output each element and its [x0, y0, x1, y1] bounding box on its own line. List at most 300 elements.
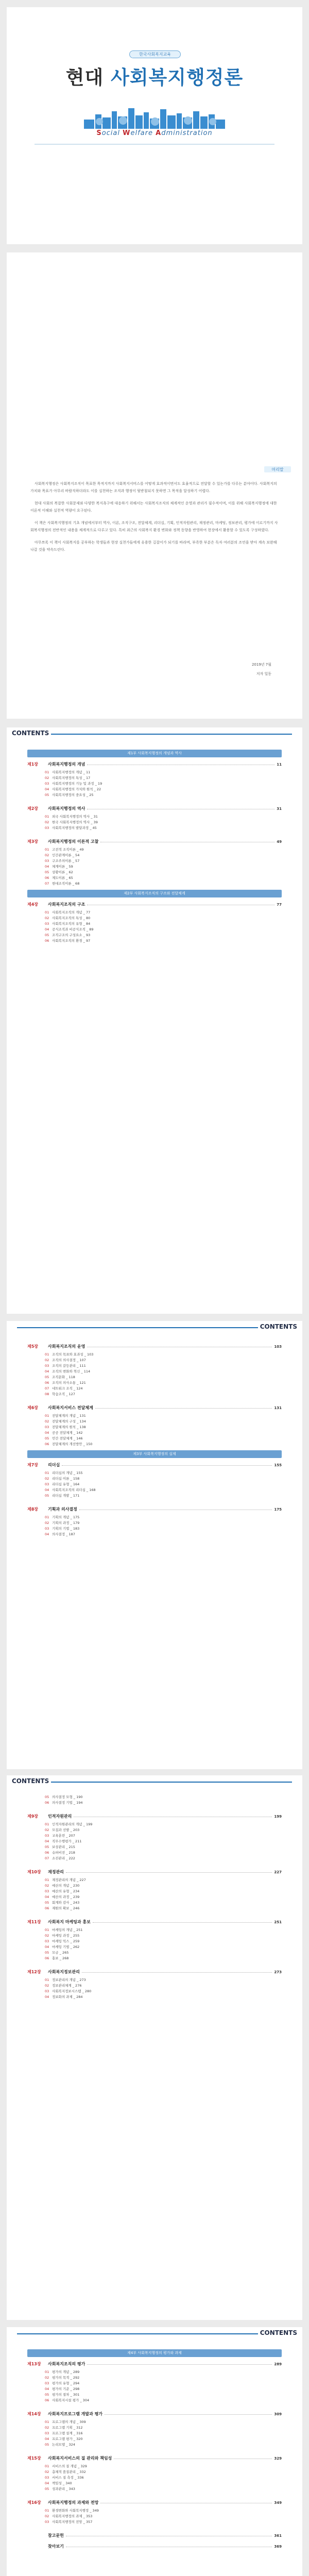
spacer [7, 2403, 302, 2407]
section-number: 02 [45, 2469, 49, 2474]
toc-page-1 [7, 727, 302, 1314]
section-title: 홍보 _ 268 [52, 1956, 69, 1960]
section-number: 04 [45, 787, 49, 791]
chapter-entry[interactable] [27, 2532, 282, 2539]
section-number: 04 [45, 2481, 49, 2485]
section-entry[interactable] [45, 1933, 282, 1938]
chapter-entry[interactable] [27, 1461, 282, 1469]
section-number: 01 [45, 1470, 49, 1475]
section-entry[interactable] [45, 2519, 282, 2524]
section-entry[interactable] [45, 2369, 282, 2375]
section-entry[interactable] [45, 2397, 282, 2403]
section-title: 예산의 유형 _ 234 [52, 1889, 80, 1893]
section-title: 책임성 _ 340 [52, 2481, 72, 2485]
section-title: 전달체계의 구성 _ 134 [52, 1419, 86, 1423]
section-entry[interactable] [45, 932, 282, 938]
section-entry[interactable] [45, 1526, 282, 1531]
section-title: 리더십의 개념 _ 155 [52, 1471, 83, 1475]
contents-label: CONTENTS [10, 1777, 51, 1785]
section-entry[interactable] [45, 1493, 282, 1498]
section-entry[interactable] [45, 2513, 282, 2519]
section-entry[interactable] [45, 921, 282, 926]
chapter-page: 349 [274, 2500, 282, 2505]
section-number: 03 [45, 1939, 49, 1943]
chapter-page: 155 [274, 1463, 282, 1467]
section-entry[interactable] [45, 792, 282, 798]
section-number: 01 [45, 770, 49, 774]
section-number: 01 [45, 2369, 49, 2374]
section-number: 01 [45, 2419, 49, 2424]
section-title: 조직의 의사소통 _ 121 [52, 1381, 86, 1385]
section-number: 01 [45, 1822, 49, 1826]
section-number: 01 [45, 1413, 49, 1418]
section-entry[interactable] [45, 2463, 282, 2469]
section-entry[interactable] [45, 1374, 282, 1380]
section-title: 사회복지행정의 특성 _ 17 [52, 776, 91, 780]
chapter-entry[interactable] [27, 1505, 282, 1513]
spacer [7, 1397, 302, 1401]
section-number: 04 [45, 927, 49, 931]
section-number: 03 [45, 2431, 49, 2435]
section-title: 슈퍼비전 _ 218 [52, 1851, 75, 1855]
chapter-number: 제14장 [27, 2412, 41, 2416]
section-title: 조직의 목표와 효과성 _ 103 [52, 1352, 94, 1357]
section-entry[interactable] [45, 1418, 282, 1424]
section-number: 03 [45, 1526, 49, 1531]
section-title: 상황이론 _ 62 [52, 870, 73, 874]
chapter-entry[interactable] [27, 838, 282, 845]
section-title: 사회복지행정의 가치와 원칙 _ 22 [52, 787, 101, 791]
title-plain: 현대 [65, 66, 104, 89]
part-heading: 제1부 사회복지행정의 개념과 역사 [27, 750, 282, 757]
leader-dots [66, 1872, 272, 1873]
chapter-title: 사회복지조직의 운영 [48, 1344, 85, 1349]
section-title: 직무수행평가 _ 211 [52, 1839, 82, 1843]
leader-dots [95, 1408, 272, 1409]
section-entry[interactable] [45, 2442, 282, 2447]
section-entry[interactable] [45, 781, 282, 786]
chapter-title: 사회복지조직의 구조 [48, 902, 85, 907]
section-number: 03 [45, 1833, 49, 1838]
section-entry[interactable] [45, 926, 282, 932]
section-number: 05 [45, 933, 49, 937]
section-title: 공식조직과 비공식조직 _ 89 [52, 927, 94, 931]
section-number: 01 [45, 910, 49, 914]
chapter-entry[interactable] [27, 2499, 282, 2506]
chapter-title: 사회복지정보관리 [48, 1970, 80, 1974]
section-entry[interactable] [45, 2436, 282, 2442]
section-number: 02 [45, 2425, 49, 2430]
section-entry[interactable] [45, 1994, 282, 1999]
toc-header [7, 727, 302, 743]
spacer [7, 1961, 302, 1965]
chapter-number: 제11장 [27, 1920, 41, 1924]
section-entry[interactable] [45, 1988, 282, 1994]
section-entry[interactable] [45, 1877, 282, 1883]
section-entry[interactable] [45, 2469, 282, 2475]
section-title: 민간 전달체계 _ 146 [52, 1436, 83, 1440]
section-title: 모집과 선발 _ 203 [52, 1828, 80, 1832]
preface-emblem-icon [264, 466, 291, 472]
contents-label: CONTENTS [10, 730, 51, 737]
section-title: 평가의 개념 _ 289 [52, 2370, 80, 2374]
leader-dots [74, 1816, 272, 1817]
section-number: 03 [45, 2381, 49, 2385]
section-entry[interactable] [45, 775, 282, 781]
section-title: 정보관리의 개념 _ 273 [52, 1978, 86, 1982]
section-entry[interactable] [45, 1368, 282, 1374]
toc-page-4 [7, 2327, 302, 2576]
chapter-title: 재정관리 [48, 1870, 64, 1874]
section-title: 공공 전달체계 _ 142 [52, 1431, 83, 1435]
section-title: 의사결정 모형 _ 190 [52, 1795, 83, 1799]
section-entry[interactable] [45, 1844, 282, 1850]
section-title: 현대조직이론 _ 68 [52, 882, 80, 886]
toc-header [7, 2327, 302, 2343]
leader-dots [82, 1972, 272, 1973]
section-number: 05 [45, 792, 49, 797]
section-entry[interactable] [45, 875, 282, 880]
section-title: 사회복지조직의 개념 _ 77 [52, 910, 91, 914]
section-entry[interactable] [45, 1385, 282, 1391]
section-entry[interactable] [45, 1435, 282, 1441]
section-number: 02 [45, 775, 49, 780]
section-title: 보상관리 _ 215 [52, 1845, 75, 1849]
section-entry[interactable] [45, 2392, 282, 2397]
section-entry[interactable] [45, 1955, 282, 1961]
chapter-entry[interactable] [27, 1968, 282, 1976]
section-entry[interactable] [45, 1514, 282, 1520]
preface-paragraph: 이 책은 사회복지행정의 기초 개념에서부터 역사, 이론, 조직구조, 전달체계, 리더십, 기획, 인적자원관리, 재정관리, 마케팅, 정보관리, 평가에 이르기까지 사회복지행정의 전반적인 내용을 체계적으로 다루고 있다. 특히 최근의 사회복지 환경 변화와 정책 동향을 반영하여 현장에서 활용할 수 있도록 구성하였다. [30, 521, 278, 532]
section-entry[interactable] [45, 1794, 282, 1800]
section-entry[interactable] [45, 1470, 282, 1476]
chapter-title: 사회복지프로그램 개발과 평가 [48, 2412, 103, 2416]
toc-list [7, 1340, 302, 1537]
chapter-number: 제2장 [27, 806, 39, 811]
section-title: 조직의 의사결정 _ 107 [52, 1358, 86, 1362]
section-number: 06 [45, 1442, 49, 1446]
part-heading: 제4부 사회복지행정의 평가와 과제 [27, 2349, 282, 2357]
section-entry[interactable] [45, 1441, 282, 1447]
section-title: 프로그램 설계 _ 316 [52, 2431, 83, 2435]
section-entry[interactable] [45, 1850, 282, 1855]
section-entry[interactable] [45, 2475, 282, 2480]
chapter-entry[interactable] [27, 1868, 282, 1876]
section-entry[interactable] [45, 1800, 282, 1805]
section-entry[interactable] [45, 915, 282, 921]
chapter-page: 227 [274, 1870, 282, 1874]
section-number: 01 [45, 814, 49, 819]
section-number: 02 [45, 1983, 49, 1988]
section-title: 평가의 유형 _ 294 [52, 2381, 80, 2385]
section-entry[interactable] [45, 2480, 282, 2486]
leader-dots [62, 1465, 272, 1466]
chapter-page: 369 [274, 2544, 282, 2549]
section-title: 소진관리 _ 222 [52, 1856, 75, 1860]
section-entry[interactable] [45, 2507, 282, 2513]
section-entry[interactable] [45, 1938, 282, 1944]
section-number: 04 [45, 2386, 49, 2391]
section-number: 04 [45, 1944, 49, 1949]
section-entry[interactable] [45, 1944, 282, 1950]
section-entry[interactable] [45, 1833, 282, 1838]
section-number: 04 [45, 1487, 49, 1492]
section-entry[interactable] [45, 1520, 282, 1526]
section-entry[interactable] [45, 1900, 282, 1905]
section-entry[interactable] [45, 1391, 282, 1397]
leader-dots [79, 1509, 272, 1510]
section-entry[interactable] [45, 786, 282, 792]
section-title: 재정관리의 개념 _ 227 [52, 1878, 86, 1882]
chapter-page: 49 [277, 839, 282, 844]
chapter-entry[interactable] [27, 1812, 282, 1820]
chapter-page: 289 [274, 2362, 282, 2366]
chapter-entry[interactable] [27, 1343, 282, 1350]
section-entry[interactable] [45, 1531, 282, 1537]
preface-paragraph: 현대 사회의 복잡한 사회문제와 다양한 복지욕구에 대응하기 위해서는 사회복지조직의 체계적인 운영과 관리가 필수적이며, 이를 위해 사회복지행정에 대한 이론적 이해와 실천적 역량이 요구된다. [30, 501, 277, 513]
spacer [7, 1911, 302, 1915]
section-number: 01 [45, 847, 49, 852]
chapter-entry[interactable] [27, 1404, 282, 1412]
section-title: 환경변화와 사회복지행정 _ 349 [52, 2509, 99, 2513]
chapter-entry[interactable] [27, 805, 282, 812]
chapter-number: 제4장 [27, 902, 39, 907]
section-number: 02 [45, 2375, 49, 2380]
chapter-title: 사회복지 마케팅과 홍보 [48, 1920, 91, 1924]
section-entry[interactable] [45, 769, 282, 775]
section-number: 06 [45, 1800, 49, 1805]
section-entry[interactable] [45, 2386, 282, 2392]
section-entry[interactable] [45, 846, 282, 852]
section-number: 03 [45, 1989, 49, 1993]
section-number: 03 [45, 1425, 49, 1429]
section-number: 05 [45, 1436, 49, 1440]
spacer [7, 1805, 302, 1809]
section-title: 인적자원관리의 개념 _ 199 [52, 1822, 93, 1826]
section-number: 05 [45, 1493, 49, 1498]
section-title: 전달체계의 원칙 _ 138 [52, 1425, 86, 1429]
section-number: 01 [45, 1977, 49, 1982]
chapter-entry[interactable] [27, 1918, 282, 1926]
leader-dots [100, 841, 274, 842]
chapter-entry[interactable] [27, 2454, 282, 2462]
section-title: 마케팅 믹스 _ 259 [52, 1939, 80, 1943]
section-number: 04 [45, 1430, 49, 1435]
section-entry[interactable] [45, 1838, 282, 1844]
section-title: 기획의 기법 _ 183 [52, 1527, 80, 1531]
section-number: 05 [45, 1844, 49, 1849]
contents-label: CONTENTS [258, 1323, 299, 1330]
section-entry[interactable] [45, 1351, 282, 1357]
toc-header [7, 1321, 302, 1336]
cover-divider [35, 144, 274, 145]
section-entry[interactable] [45, 2375, 282, 2380]
leader-dots [66, 2535, 272, 2536]
section-entry[interactable] [45, 938, 282, 943]
section-title: 인간관계이론 _ 54 [52, 853, 80, 857]
section-entry[interactable] [45, 852, 282, 858]
section-number: 03 [45, 1889, 49, 1893]
toc-list [7, 746, 302, 943]
section-title: 프로그램 기획 _ 312 [52, 2426, 83, 2430]
leader-dots [105, 2414, 272, 2415]
section-entry[interactable] [45, 1476, 282, 1481]
section-number: 01 [45, 1877, 49, 1882]
section-entry[interactable] [45, 1380, 282, 1385]
section-number: 05 [45, 1950, 49, 1955]
section-entry[interactable] [45, 1883, 282, 1888]
section-entry[interactable] [45, 1430, 282, 1435]
section-entry[interactable] [45, 1950, 282, 1955]
section-entry[interactable] [45, 1905, 282, 1911]
section-entry[interactable] [45, 1977, 282, 1982]
section-entry[interactable] [45, 880, 282, 886]
section-title: 모금 _ 265 [52, 1951, 69, 1955]
leader-dots [87, 904, 274, 905]
section-title: 리더십 유형 _ 164 [52, 1482, 80, 1486]
section-number: 07 [45, 1856, 49, 1860]
section-entry[interactable] [45, 1827, 282, 1833]
section-title: 사회복지행정의 발달과정 _ 45 [52, 826, 97, 830]
chapter-number: 제15장 [27, 2456, 41, 2461]
spacer [7, 2447, 302, 2451]
section-entry[interactable] [45, 1413, 282, 1418]
section-entry[interactable] [45, 1481, 282, 1487]
contents-label: CONTENTS [258, 2329, 299, 2336]
section-number: 02 [45, 1520, 49, 1525]
section-title: 제도이론 _ 65 [52, 876, 73, 880]
section-number: 03 [45, 781, 49, 786]
section-title: 사회복지정보시스템 _ 280 [52, 1989, 92, 1993]
leader-dots [87, 764, 274, 765]
chapter-page: 251 [274, 1920, 282, 1924]
chapter-number: 제1장 [27, 762, 39, 767]
section-entry[interactable] [45, 909, 282, 915]
section-number: 05 [45, 870, 49, 874]
chapter-page: 131 [274, 1405, 282, 1410]
section-title: 평가의 기준 _ 298 [52, 2387, 80, 2391]
section-number: 04 [45, 1369, 49, 1374]
chapter-number: 제9장 [27, 1814, 39, 1819]
section-number: 06 [45, 2398, 49, 2402]
section-title: 학습조직 _ 127 [52, 1392, 75, 1396]
leader-dots [87, 808, 274, 809]
section-entry[interactable] [45, 1982, 282, 1988]
section-entry[interactable] [45, 1888, 282, 1894]
section-entry[interactable] [45, 2425, 282, 2430]
section-entry[interactable] [45, 2419, 282, 2425]
toc-list [7, 1794, 302, 1999]
section-entry[interactable] [45, 814, 282, 819]
preface-page [7, 252, 302, 719]
section-number: 04 [45, 1894, 49, 1899]
chapter-entry[interactable] [27, 901, 282, 908]
section-title: 조직문화 _ 118 [52, 1375, 75, 1379]
chapter-page: 273 [274, 1970, 282, 1974]
section-number: 03 [45, 1482, 49, 1486]
section-number: 05 [45, 2486, 49, 2491]
section-number: 04 [45, 1839, 49, 1843]
spacer [7, 2524, 302, 2529]
section-entry[interactable] [45, 1821, 282, 1827]
chapter-entry[interactable] [27, 2360, 282, 2368]
chapter-entry[interactable] [27, 2543, 282, 2550]
chapter-number: 제16장 [27, 2500, 41, 2505]
section-title: 네트워크 조직 _ 124 [52, 1386, 83, 1391]
section-number: 02 [45, 916, 49, 920]
section-entry[interactable] [45, 1927, 282, 1933]
section-number: 07 [45, 881, 49, 886]
book-subtitle: Social Welfare Administration [96, 129, 213, 137]
section-title: 리더십 개발 _ 171 [52, 1494, 80, 1498]
chapter-entry[interactable] [27, 2410, 282, 2418]
section-number: 05 [45, 1900, 49, 1905]
part-heading: 제3부 사회복지행정의 실제 [27, 1450, 282, 1458]
chapter-entry[interactable] [27, 760, 282, 768]
svg-text:머리말: 머리말 [271, 467, 284, 472]
section-number: 06 [45, 1850, 49, 1855]
section-number: 06 [45, 938, 49, 943]
chapter-page: 329 [274, 2456, 282, 2461]
section-number: 02 [45, 1883, 49, 1888]
chapter-page: 77 [277, 902, 282, 907]
chapter-page: 309 [274, 2412, 282, 2416]
section-entry[interactable] [45, 1894, 282, 1900]
section-entry[interactable] [45, 825, 282, 831]
chapter-title: 사회복지행정의 역사 [48, 806, 85, 811]
section-entry[interactable] [45, 1855, 282, 1861]
section-entry[interactable] [45, 1363, 282, 1368]
section-number: 03 [45, 2475, 49, 2480]
section-number: 04 [45, 1532, 49, 1536]
chapter-title: 인적자원관리 [48, 1814, 72, 1819]
section-entry[interactable] [45, 1424, 282, 1430]
preface-text [30, 480, 279, 558]
section-entry[interactable] [45, 2380, 282, 2386]
chapter-title: 찾아보기 [48, 2544, 64, 2549]
section-entry[interactable] [45, 1357, 282, 1363]
section-title: 교육훈련 _ 207 [52, 1834, 75, 1838]
section-title: 기획의 개념 _ 175 [52, 1515, 80, 1519]
section-title: 사회복지조직의 리더십 _ 168 [52, 1488, 96, 1492]
chapter-title: 사회복지행정의 이론적 고찰 [48, 839, 99, 844]
section-title: 프로그램의 개념 _ 309 [52, 2420, 86, 2424]
section-entry[interactable] [45, 2430, 282, 2436]
chapter-page: 11 [277, 762, 282, 767]
preface-paragraph: 아무쪼록 이 책이 사회복지를 공부하는 학생들과 현장 실천가들에게 유용한 길잡이가 되기를 바라며, 부족한 부분은 독자 여러분의 조언을 받아 계속 보완해 나갈 것을 약속드린다. [30, 540, 277, 552]
section-title: 서비스 질 측정 _ 336 [52, 2476, 84, 2480]
section-title: 정보화의 과제 _ 284 [52, 1995, 83, 1999]
section-title: 의사결정 _ 187 [52, 1532, 75, 1536]
chapter-page: 199 [274, 1814, 282, 1819]
section-entry[interactable] [45, 869, 282, 875]
section-entry[interactable] [45, 863, 282, 869]
section-number: 08 [45, 1392, 49, 1396]
section-title: 사회복지시설 평가 _ 304 [52, 2398, 90, 2402]
section-number: 01 [45, 1352, 49, 1357]
section-title: 총체적 품질관리 _ 332 [52, 2470, 86, 2474]
section-entry[interactable] [45, 858, 282, 863]
spacer [7, 2492, 302, 2496]
section-entry[interactable] [45, 1487, 282, 1493]
section-title: 구조주의이론 _ 57 [52, 859, 80, 863]
chapter-title: 사회복지행정의 개념 [48, 762, 85, 767]
section-entry[interactable] [45, 2486, 282, 2492]
chapter-number: 제12장 [27, 1970, 41, 1974]
section-number: 06 [45, 1380, 49, 1385]
section-entry[interactable] [45, 819, 282, 825]
spacer [7, 1861, 302, 1865]
